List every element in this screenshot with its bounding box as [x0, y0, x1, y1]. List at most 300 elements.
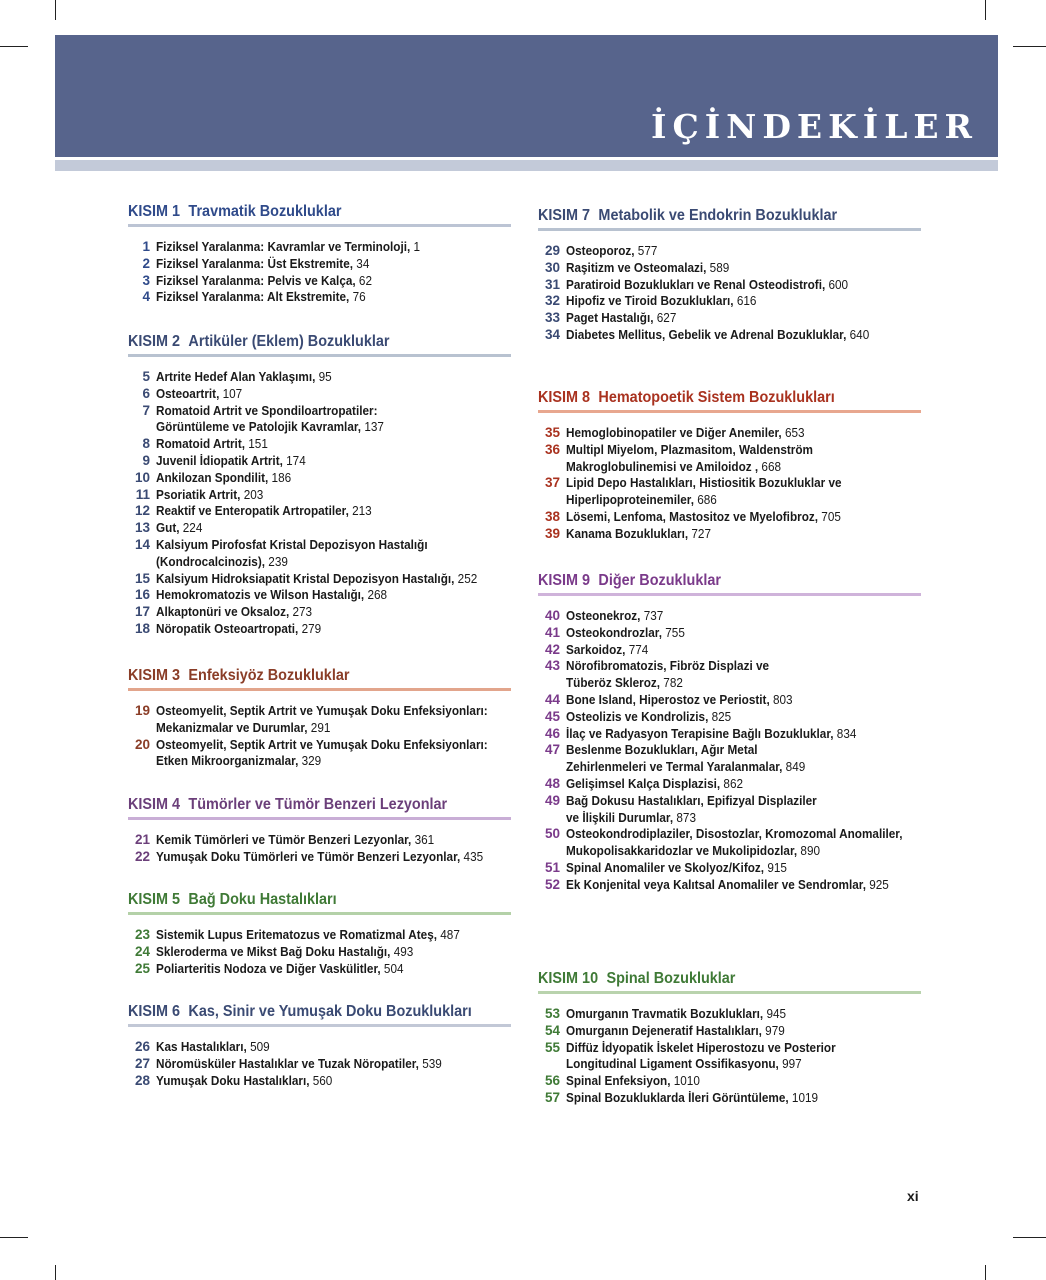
section-number: KISIM 10	[538, 970, 599, 987]
chapter-title: Nörofibromatozis, Fibröz Displazi ve	[566, 659, 770, 674]
chapter-list	[128, 703, 511, 770]
chapter-number: 25	[134, 960, 150, 976]
chapter-title: Hipofiz ve Tiroid Bozuklukları,	[566, 294, 734, 309]
chapter-title: Makroglobulinemisi ve Amiloidoz ,	[566, 459, 759, 474]
chapter-text	[156, 503, 372, 520]
section-number: KISIM 3	[128, 667, 181, 684]
chapter-entry[interactable]	[538, 675, 921, 692]
chapter-text	[156, 537, 428, 554]
chapter-page: 509	[246, 1040, 270, 1054]
chapter-page: 1019	[788, 1090, 819, 1105]
chapter-entry[interactable]	[538, 709, 921, 726]
chapter-number	[538, 1056, 560, 1073]
chapter-entry[interactable]	[128, 737, 511, 754]
chapter-page: 137	[361, 420, 384, 435]
chapter-text	[156, 621, 321, 638]
chapter-entry[interactable]	[538, 742, 921, 759]
chapter-entry[interactable]	[538, 459, 921, 476]
chapter-entry[interactable]	[128, 1073, 511, 1090]
chapter-title: Hemokromatozis ve Wilson Hastalığı,	[156, 588, 365, 603]
chapter-text	[156, 1073, 332, 1090]
header-band	[55, 35, 998, 157]
chapter-text	[566, 475, 842, 492]
section-number: KISIM 1	[128, 203, 181, 220]
chapter-entry[interactable]	[538, 826, 921, 843]
chapter-text	[566, 810, 696, 827]
chapter-page: 925	[865, 877, 889, 892]
chapter-text	[156, 849, 483, 866]
chapter-entry[interactable]	[538, 877, 921, 894]
chapter-page: 803	[769, 692, 793, 707]
chapter-entry[interactable]	[538, 625, 921, 642]
chapter-text	[156, 239, 420, 256]
chapter-number: 14	[134, 536, 150, 552]
chapter-entry[interactable]	[128, 753, 511, 770]
chapter-number: 39	[544, 525, 560, 541]
chapter-number: 45	[544, 708, 560, 724]
section-number: KISIM 7	[538, 207, 591, 224]
chapter-number: 15	[134, 570, 150, 586]
chapter-page: 174	[282, 453, 306, 468]
chapter-number: 20	[134, 736, 150, 752]
section-title: Tümörler ve Tümör Benzeri Lezyonlar	[188, 796, 448, 813]
chapter-page: 890	[797, 844, 821, 859]
chapter-page: 273	[289, 605, 313, 620]
chapter-entry[interactable]	[538, 310, 921, 327]
chapter-title: Spinal Bozukluklarda İleri Görüntüleme,	[566, 1090, 789, 1105]
chapter-title: Juvenil İdiopatik Artrit,	[156, 453, 283, 468]
chapter-text	[566, 459, 781, 476]
chapter-title: Osteomyelit, Septik Artrit ve Yumuşak Doku Enfeksiyonları:	[156, 737, 488, 752]
chapter-entry[interactable]	[538, 526, 921, 543]
chapter-number	[128, 554, 150, 571]
chapter-text	[566, 293, 756, 310]
chapter-text	[566, 1006, 786, 1023]
chapter-entry[interactable]	[538, 509, 921, 526]
chapter-page: 945	[763, 1007, 787, 1021]
chapter-text	[566, 1023, 785, 1040]
section-rule	[538, 228, 921, 231]
chapter-page: 589	[706, 260, 730, 275]
chapter-text	[156, 520, 202, 537]
chapter-page: 329	[298, 754, 322, 769]
chapter-entry[interactable]	[128, 554, 511, 571]
chapter-entry[interactable]	[128, 832, 511, 849]
chapter-entry[interactable]	[538, 658, 921, 675]
chapter-number: 51	[544, 859, 560, 875]
chapter-entry[interactable]	[538, 327, 921, 344]
section-rule	[128, 1024, 511, 1027]
chapter-entry[interactable]	[538, 1056, 921, 1073]
chapter-text	[156, 737, 488, 754]
chapter-title: İlaç ve Radyasyon Terapisine Bağlı Bozukluklar,	[566, 726, 834, 741]
chapter-entry[interactable]	[538, 642, 921, 659]
chapter-text	[156, 453, 306, 470]
crop-mark	[55, 0, 56, 20]
chapter-text	[566, 625, 685, 642]
chapter-page: 915	[764, 860, 787, 875]
chapter-page: 873	[673, 810, 696, 825]
crop-mark	[985, 0, 986, 20]
chapter-title: Ek Konjenital veya Kalıtsal Anomaliler ve Sendromlar,	[566, 877, 866, 892]
chapter-title: Osteolizis ve Kondrolizis,	[566, 709, 709, 724]
chapter-text	[566, 692, 793, 709]
chapter-text	[156, 487, 263, 504]
chapter-number: 29	[544, 243, 560, 258]
chapter-title: Kalsiyum Pirofosfat Kristal Depozisyon Hastalığı	[156, 537, 428, 552]
chapter-number: 1	[142, 239, 150, 254]
chapter-entry[interactable]	[128, 1039, 511, 1056]
chapter-title: Sarkoidoz,	[566, 642, 626, 657]
section-number: KISIM 5	[128, 891, 181, 908]
chapter-title: Spinal Anomaliler ve Skolyoz/Kifoz,	[566, 860, 765, 875]
section-number: KISIM 6	[128, 1003, 181, 1020]
chapter-page: 493	[390, 944, 414, 959]
chapter-title: Osteokondrodiplaziler, Disostozlar, Kromozomal Anomaliler,	[566, 827, 903, 842]
chapter-page: 755	[661, 625, 685, 640]
chapter-text	[566, 843, 820, 860]
chapter-entry[interactable]	[128, 487, 511, 504]
section-heading	[128, 1002, 484, 1022]
chapter-entry[interactable]	[538, 692, 921, 709]
chapter-list	[128, 239, 511, 306]
section-number: KISIM 4	[128, 796, 181, 813]
chapter-page: 539	[418, 1056, 442, 1071]
chapter-entry[interactable]	[128, 419, 511, 436]
chapter-title: Tüberöz Skleroz,	[566, 676, 661, 691]
chapter-number	[128, 753, 150, 770]
chapter-page: 774	[625, 642, 649, 657]
chapter-title: Fiziksel Yaralanma: Kavramlar ve Terminoloji,	[156, 240, 411, 254]
section-kisim-9	[538, 571, 921, 894]
chapter-title: Fiziksel Yaralanma: Üst Ekstremite,	[156, 256, 354, 271]
chapter-text	[566, 759, 805, 776]
chapter-number: 49	[544, 792, 560, 808]
chapter-text	[566, 310, 676, 327]
section-kisim-1	[128, 202, 511, 306]
chapter-title: Romatoid Artrit ve Spondiloartropatiler:	[156, 403, 378, 418]
chapter-page: 279	[298, 621, 322, 636]
chapter-title: (Kondrocalcinozis),	[156, 554, 266, 569]
chapter-text	[156, 386, 242, 403]
crop-mark	[985, 1265, 986, 1280]
chapter-number: 57	[544, 1089, 560, 1105]
chapter-entry[interactable]	[538, 293, 921, 310]
section-rule	[538, 991, 921, 994]
chapter-entry[interactable]	[538, 260, 921, 277]
chapter-number: 47	[544, 742, 560, 758]
section-title: Travmatik Bozukluklar	[188, 203, 342, 220]
chapter-number: 48	[544, 775, 560, 791]
chapter-title: Osteokondrozlar,	[566, 625, 662, 640]
chapter-text	[566, 608, 663, 625]
crop-mark	[1013, 1237, 1046, 1238]
chapter-number: 9	[142, 452, 150, 468]
chapter-entry[interactable]	[128, 537, 511, 554]
chapter-number	[538, 675, 560, 692]
chapter-entry[interactable]	[538, 1006, 921, 1023]
chapter-number: 33	[544, 310, 560, 326]
chapter-page: 627	[653, 311, 677, 326]
chapter-number: 4	[142, 289, 150, 305]
chapter-entry[interactable]	[128, 621, 511, 638]
section-number: KISIM 8	[538, 389, 591, 406]
section-heading	[128, 795, 484, 815]
chapter-entry[interactable]	[538, 843, 921, 860]
chapter-text	[566, 442, 813, 459]
chapter-title: Sistemik Lupus Eritematozus ve Romatizmal Ateş,	[156, 928, 438, 942]
chapter-title: Paratiroid Bozuklukları ve Renal Osteodistrofi,	[566, 277, 826, 292]
chapter-title: Poliarteritis Nodoza ve Diğer Vaskülitler,	[156, 961, 381, 976]
chapter-entry[interactable]	[538, 442, 921, 459]
chapter-title: Paget Hastalığı,	[566, 311, 654, 326]
chapter-page: 76	[349, 290, 366, 305]
chapter-title: Omurganın Dejeneratif Hastalıkları,	[566, 1023, 762, 1038]
chapter-number: 32	[544, 293, 560, 309]
chapter-text	[156, 604, 312, 621]
chapter-entry[interactable]	[128, 436, 511, 453]
crop-mark	[0, 46, 28, 47]
section-title: Hematopoetik Sistem Bozuklukları	[598, 389, 835, 406]
chapter-number: 35	[544, 425, 560, 440]
chapter-page: 653	[781, 426, 805, 440]
chapter-text	[156, 571, 477, 588]
chapter-page: 825	[708, 709, 732, 724]
chapter-entry[interactable]	[538, 1023, 921, 1040]
section-heading	[538, 969, 894, 989]
chapter-number: 36	[544, 441, 560, 457]
chapter-number: 40	[544, 608, 560, 623]
chapter-page: 686	[693, 493, 717, 508]
crop-mark	[0, 1237, 28, 1238]
section-rule	[128, 688, 511, 691]
section-number: KISIM 2	[128, 333, 181, 350]
chapter-page: 782	[660, 676, 683, 691]
chapter-text	[156, 369, 332, 386]
chapter-title: Kalsiyum Hidroksiapatit Kristal Depozisyon Hastalığı,	[156, 571, 455, 586]
section-title: Diğer Bozukluklar	[598, 572, 721, 589]
chapter-number: 27	[134, 1055, 150, 1071]
chapter-number	[538, 843, 560, 860]
chapter-text	[566, 492, 717, 509]
chapter-page: 640	[846, 327, 870, 342]
chapter-entry[interactable]	[538, 608, 921, 625]
chapter-text	[566, 1056, 802, 1073]
chapter-text	[566, 1040, 836, 1057]
chapter-title: Bone Island, Hiperostoz ve Periostit,	[566, 692, 770, 707]
chapter-entry[interactable]	[128, 703, 511, 720]
chapter-title: Kas Hastalıkları,	[156, 1040, 247, 1054]
chapter-number: 46	[544, 725, 560, 741]
chapter-page: 705	[818, 509, 841, 524]
chapter-number: 34	[544, 326, 560, 342]
chapter-number: 43	[544, 658, 560, 674]
chapter-number: 26	[134, 1039, 150, 1054]
chapter-number	[538, 810, 560, 827]
chapter-entry[interactable]	[128, 944, 511, 961]
chapter-page: 487	[437, 928, 460, 942]
chapter-text	[566, 709, 731, 726]
chapter-text	[156, 554, 288, 571]
chapter-page: 577	[634, 244, 658, 258]
chapter-entry[interactable]	[538, 860, 921, 877]
section-kisim-8	[538, 388, 921, 543]
chapter-title: Osteoporoz,	[566, 244, 635, 258]
chapter-title: Raşitizm ve Osteomalazi,	[566, 260, 707, 275]
chapter-title: Artrite Hedef Alan Yaklaşımı,	[156, 370, 316, 384]
chapter-page: 268	[364, 588, 388, 603]
chapter-entry[interactable]	[128, 386, 511, 403]
chapter-page: 560	[309, 1073, 333, 1088]
chapter-entry[interactable]	[128, 1056, 511, 1073]
chapter-number	[538, 459, 560, 476]
section-kisim-7	[538, 206, 921, 344]
chapter-page: 203	[240, 487, 264, 502]
chapter-entry[interactable]	[128, 403, 511, 420]
chapter-text	[156, 961, 404, 978]
chapter-title: Kanama Bozuklukları,	[566, 526, 689, 541]
section-rule	[128, 354, 511, 357]
chapter-text	[156, 273, 372, 290]
chapter-number	[538, 759, 560, 776]
chapter-entry[interactable]	[538, 1040, 921, 1057]
chapter-title: Hiperlipoproteinemiler,	[566, 493, 694, 508]
chapter-page: 62	[355, 273, 373, 288]
chapter-page: 504	[380, 961, 404, 976]
chapter-entry[interactable]	[128, 720, 511, 737]
chapter-entry[interactable]	[128, 520, 511, 537]
chapter-entry[interactable]	[538, 425, 921, 442]
chapter-title: Lösemi, Lenfoma, Mastositoz ve Myelofibroz,	[566, 509, 819, 524]
chapter-title: Romatoid Artrit,	[156, 437, 245, 452]
chapter-text	[566, 243, 657, 260]
chapter-entry[interactable]	[538, 243, 921, 260]
chapter-number: 23	[134, 927, 150, 942]
chapter-entry[interactable]	[128, 470, 511, 487]
chapter-entry[interactable]	[128, 503, 511, 520]
chapter-number: 52	[544, 876, 560, 892]
section-rule	[128, 817, 511, 820]
chapter-text	[566, 675, 683, 692]
chapter-page: 151	[244, 437, 268, 452]
chapter-list	[128, 369, 511, 638]
chapter-entry[interactable]	[128, 453, 511, 470]
chapter-title: Fiziksel Yaralanma: Pelvis ve Kalça,	[156, 273, 356, 288]
section-heading	[538, 206, 894, 226]
section-rule	[128, 912, 511, 915]
chapter-page: 1010	[670, 1074, 700, 1089]
chapter-title: Yumuşak Doku Tümörleri ve Tümör Benzeri Lezyonlar,	[156, 849, 461, 864]
chapter-number: 44	[544, 691, 560, 707]
chapter-number: 56	[544, 1073, 560, 1089]
chapter-number: 3	[142, 272, 150, 288]
chapter-entry[interactable]	[128, 289, 511, 306]
chapter-text	[566, 793, 817, 810]
chapter-list	[538, 608, 921, 894]
chapter-title: Görüntüleme ve Patolojik Kavramlar,	[156, 420, 362, 435]
chapter-entry[interactable]	[128, 587, 511, 604]
chapter-page: 862	[720, 776, 744, 791]
chapter-title: Zehirlenmeleri ve Termal Yaralanmalar,	[566, 760, 783, 775]
chapter-entry[interactable]	[538, 759, 921, 776]
page-number: xi	[907, 1188, 919, 1204]
chapter-entry[interactable]	[128, 849, 511, 866]
chapter-title: Psoriatik Artrit,	[156, 487, 241, 502]
chapter-entry[interactable]	[538, 1073, 921, 1090]
chapter-entry[interactable]	[128, 927, 511, 944]
chapter-title: Spinal Enfeksiyon,	[566, 1074, 671, 1089]
chapter-entry[interactable]	[538, 776, 921, 793]
chapter-page: 727	[688, 526, 711, 541]
chapter-number: 16	[134, 587, 150, 603]
chapter-entry[interactable]	[538, 793, 921, 810]
chapter-number	[128, 720, 150, 737]
chapter-entry[interactable]	[128, 571, 511, 588]
chapter-title: Ankilozan Spondilit,	[156, 470, 269, 485]
chapter-entry[interactable]	[128, 256, 511, 273]
section-heading	[128, 666, 484, 686]
chapter-entry[interactable]	[538, 1090, 921, 1107]
chapter-entry[interactable]	[128, 961, 511, 978]
chapter-page: 1	[410, 240, 421, 254]
chapter-text	[156, 470, 291, 487]
chapter-entry[interactable]	[538, 810, 921, 827]
chapter-entry[interactable]	[538, 726, 921, 743]
chapter-entry[interactable]	[538, 277, 921, 294]
chapter-title: Osteoartrit,	[156, 386, 220, 401]
section-title: Metabolik ve Endokrin Bozukluklar	[598, 207, 838, 224]
chapter-text	[156, 587, 387, 604]
chapter-entry[interactable]	[538, 492, 921, 509]
chapter-number: 18	[134, 620, 150, 636]
chapter-title: Lipid Depo Hastalıkları, Histiositik Bozukluklar ve	[566, 476, 842, 491]
chapter-page: 997	[778, 1057, 802, 1072]
chapter-text	[566, 327, 869, 344]
chapter-number: 41	[544, 624, 560, 640]
chapter-title: Skleroderma ve Mikst Bağ Doku Hastalığı,	[156, 944, 391, 959]
section-number: KISIM 9	[538, 572, 591, 589]
chapter-entry[interactable]	[128, 239, 511, 256]
chapter-text	[566, 1090, 818, 1107]
chapter-entry[interactable]	[128, 273, 511, 290]
section-kisim-4	[128, 795, 511, 866]
chapter-entry[interactable]	[128, 604, 511, 621]
section-kisim-2	[128, 332, 511, 638]
chapter-text	[156, 436, 268, 453]
chapter-number: 31	[544, 276, 560, 292]
chapter-title: Multipl Miyelom, Plazmasitom, Waldenström	[566, 442, 814, 457]
chapter-title: Nöropatik Osteoartropati,	[156, 621, 299, 636]
chapter-text	[156, 403, 378, 420]
chapter-entry[interactable]	[538, 475, 921, 492]
chapter-title: Diffüz İdyopatik İskelet Hiperostozu ve Posterior	[566, 1040, 836, 1055]
chapter-text	[156, 832, 434, 849]
chapter-number: 2	[142, 255, 150, 271]
chapter-title: Hemoglobinopatiler ve Diğer Anemiler,	[566, 426, 782, 440]
chapter-entry[interactable]	[128, 369, 511, 386]
chapter-number: 42	[544, 641, 560, 657]
chapter-text	[156, 256, 369, 273]
chapter-text	[566, 776, 743, 793]
crop-mark	[1013, 46, 1046, 47]
chapter-page: 834	[833, 726, 857, 741]
chapter-number	[538, 492, 560, 509]
chapter-title: Beslenme Bozuklukları, Ağır Metal	[566, 743, 758, 758]
chapter-title: Gut,	[156, 521, 180, 536]
chapter-title: Osteomyelit, Septik Artrit ve Yumuşak Doku Enfeksiyonları:	[156, 704, 488, 718]
chapter-title: Etken Mikroorganizmalar,	[156, 754, 299, 769]
chapter-list	[538, 243, 921, 344]
